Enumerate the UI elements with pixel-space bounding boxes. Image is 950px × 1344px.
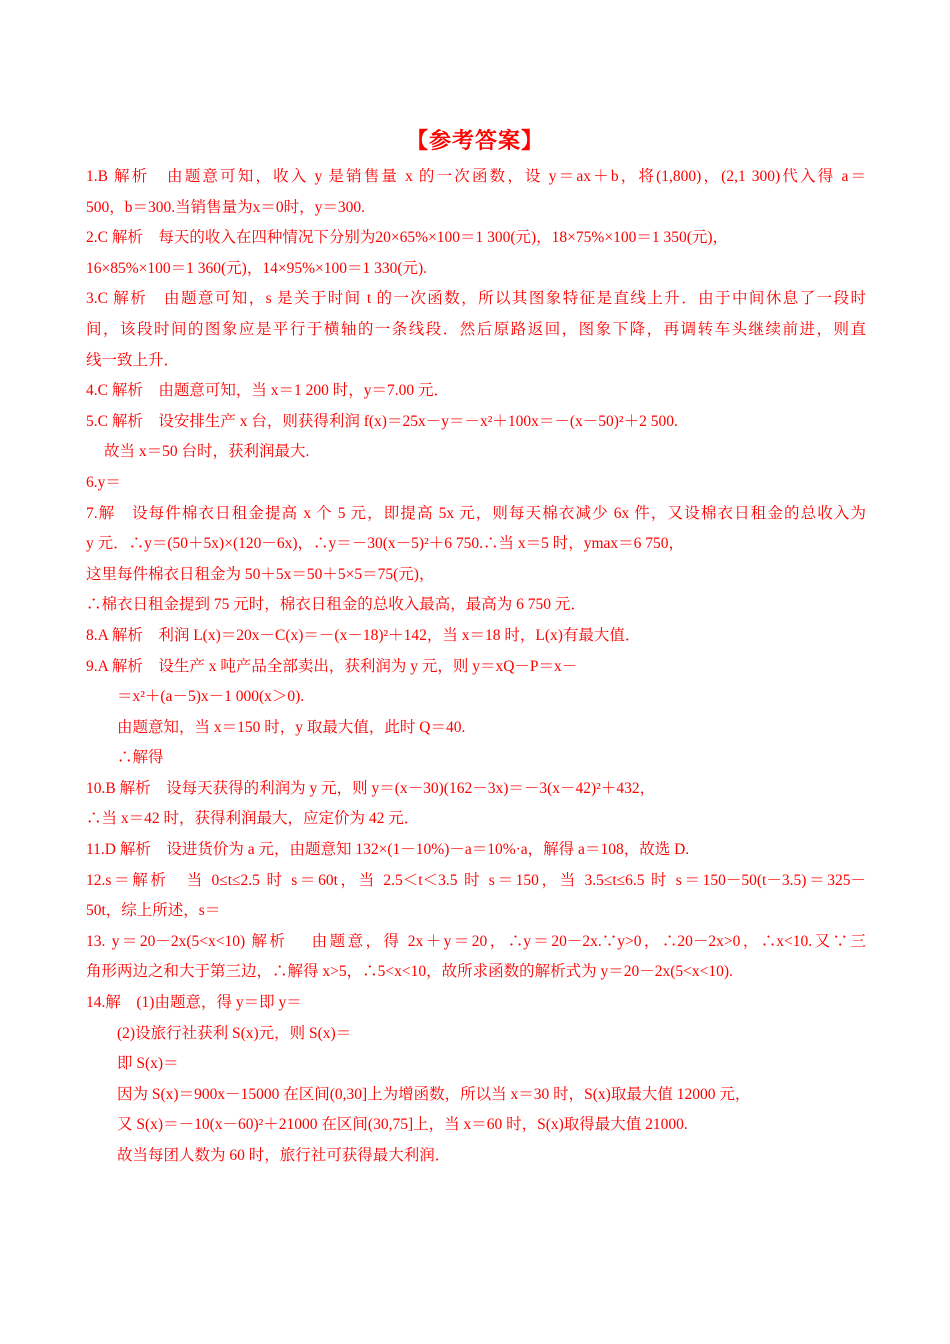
- answer-2-line-1: 2.C 解析 每天的收入在四种情况下分别为20×65%×100＝1 300(元)，18×75%×100＝1 350(元)，: [86, 229, 729, 247]
- answer-2-line-2: 16×85%×100＝1 360(元)，14×95%×100＝1 330(元).: [86, 259, 428, 277]
- answer-9-line-3: 由题意知，当 x＝150 时，y 取最大值，此时 Q＝40.: [117, 718, 466, 736]
- answer-13-line-1: 13. y＝20－2x(5<x<10) 解析 由题意，得 2x＋y＝20，∴y＝20－2x.∵y>0，∴20－2x>0，∴x<10.又∵三: [86, 932, 866, 950]
- answer-7-line-2: y 元．∴y＝(50＋5x)×(120－6x)，∴y＝－30(x－5)²＋6 750.∴当 x＝5 时，ymax＝6 750，: [86, 535, 685, 553]
- answer-1-line-1: 1.B 解析 由题意可知，收入 y 是销售量 x 的一次函数，设 y＝ax＋b，将(1,800)，(2,1 300)代入得 a＝: [86, 168, 866, 185]
- page-title: 【参考答案】: [405, 128, 544, 153]
- answer-14-line-1: 14.解 (1)由题意，得 y＝即 y＝: [86, 994, 302, 1012]
- answer-14-line-3: 即 S(x)＝: [117, 1055, 179, 1073]
- answer-3-line-1: 3.C 解析 由题意可知，s 是关于时间 t 的一次函数，所以其图象特征是直线上升．由于中间休息了一段时: [86, 290, 866, 308]
- answer-9-line-2: ＝x²＋(a－5)x－1 000(x＞0).: [117, 688, 305, 706]
- answer-7-line-3: 这里每件棉衣日租金为 50＋5x＝50＋5×5＝75(元)，: [86, 565, 435, 583]
- answer-6-line-1: 6.y＝: [86, 473, 121, 491]
- answer-4-line-1: 4.C 解析 由题意可知，当 x＝1 200 时，y＝7.00 元．: [86, 382, 449, 400]
- answer-3-line-3: 线一致上升．: [86, 351, 180, 369]
- answer-5-line-2: 故当 x＝50 台时，获利润最大.: [104, 443, 310, 461]
- answer-5-line-1: 5.C 解析 设安排生产 x 台，则获得利润 f(x)＝25x－y＝－x²＋100x＝－(x－50)²＋2 500.: [86, 412, 678, 430]
- answer-13-line-2: 角形两边之和大于第三边，∴解得 x>5，∴5<x<10，故所求函数的解析式为 y＝20－2x(5<x<10).: [86, 963, 733, 981]
- answer-11-line-1: 11.D 解析 设进货价为 a 元，由题意知 132×(1－10%)－a＝10%·a，解得 a＝108，故选 D.: [86, 841, 690, 859]
- answer-9-line-4: ∴解得: [117, 749, 164, 767]
- answer-14-line-6: 故当每团人数为 60 时，旅行社可获得最大利润．: [117, 1147, 451, 1164]
- answer-12-line-2: 50t，综上所述，s＝: [86, 902, 221, 920]
- answer-12-line-1: 12.s＝解析 当 0≤t≤2.5 时 s＝60t，当 2.5＜t＜3.5 时 s＝150，当 3.5≤t≤6.5 时 s＝150－50(t－3.5)＝325－: [86, 871, 866, 889]
- answer-14-line-2: (2)设旅行社获利 S(x)元，则 S(x)＝: [117, 1024, 352, 1042]
- answer-14-line-4: 因为 S(x)＝900x－15000 在区间(0,30]上为增函数，所以当 x＝30 时，S(x)取最大值 12000 元，: [117, 1085, 751, 1103]
- answer-9-line-1: 9.A 解析 设生产 x 吨产品全部卖出，获利润为 y 元，则 y＝xQ－P＝x－: [86, 657, 578, 675]
- answer-8-line-1: 8.A 解析 利润 L(x)＝20x－C(x)＝－(x－18)²＋142，当 x＝18 时，L(x)有最大值．: [86, 626, 641, 644]
- answer-7-line-1: 7.解 设每件棉衣日租金提高 x 个 5 元，即提高 5x 元，则每天棉衣减少 6x 件，又设棉衣日租金的总收入为: [86, 504, 866, 522]
- answer-10-line-1: 10.B 解析 设每天获得的利润为 y 元，则 y＝(x－30)(162－3x)＝－3(x－42)²＋432，: [86, 779, 656, 797]
- answer-10-line-2: ∴当 x＝42 时，获得利润最大，应定价为 42 元．: [86, 810, 420, 828]
- answer-7-line-4: ∴棉衣日租金提到 75 元时，棉衣日租金的总收入最高，最高为 6 750 元．: [86, 596, 586, 614]
- answer-content: [86, 162, 866, 1172]
- answer-1-line-2: 500，b＝300.当销售量为x＝0时，y＝300.: [86, 198, 366, 216]
- answer-14-line-5: 又 S(x)＝－10(x－60)²＋21000 在区间(30,75]上，当 x＝60 时，S(x)取得最大值 21000.: [117, 1116, 688, 1134]
- answer-3-line-2: 间，该段时间的图象应是平行于横轴的一条线段．然后原路返回，图象下降，再调转车头继续前进，则直: [86, 320, 866, 338]
